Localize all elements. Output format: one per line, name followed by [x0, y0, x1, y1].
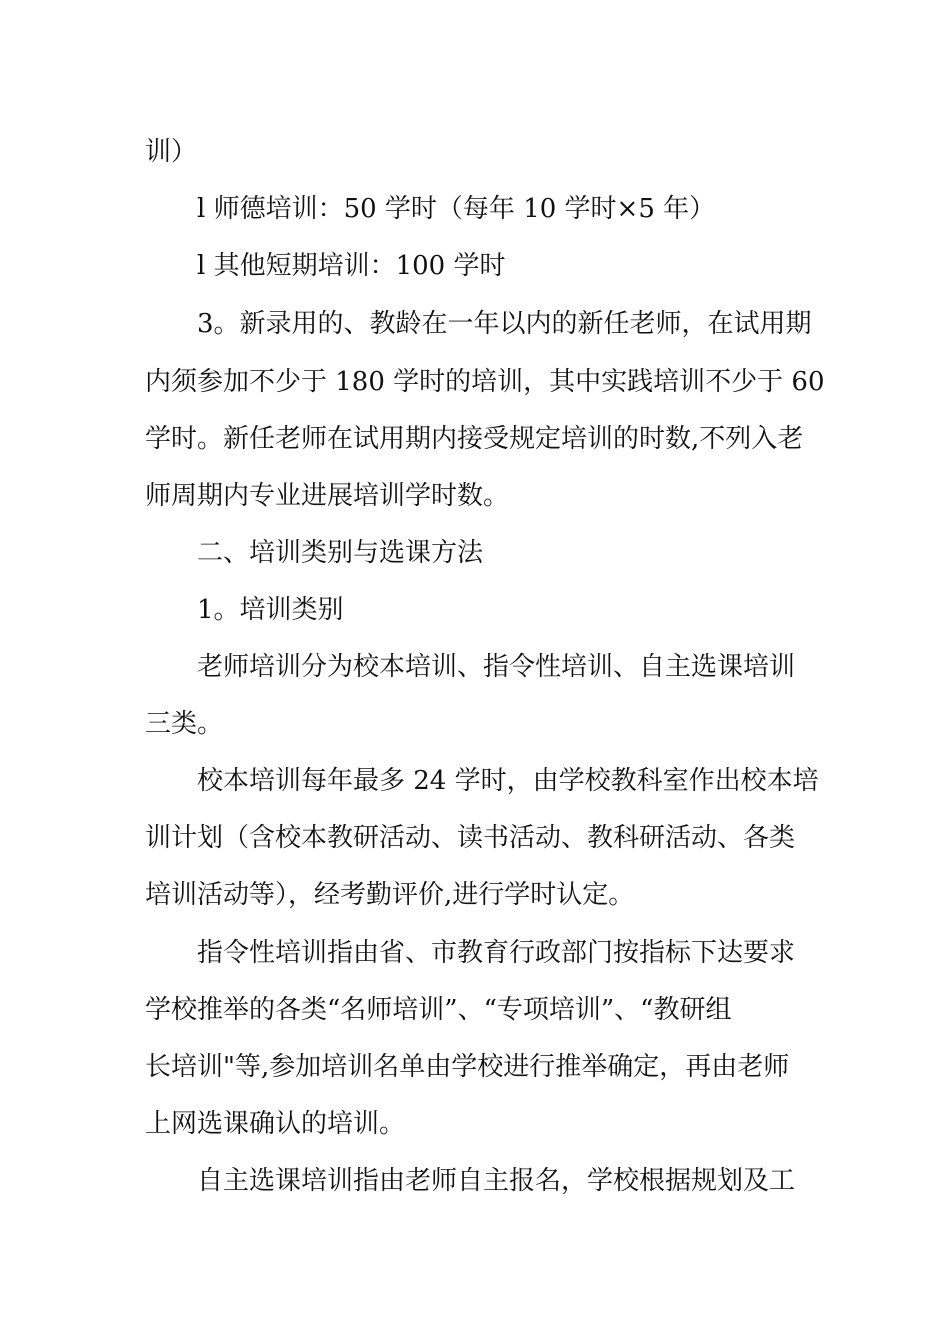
text-line: 长培训"等,参加培训名单由学校进行推举确定，再由老师: [145, 1052, 790, 1082]
text-line: 学校推举的各类“名师培训”、“专项培训”、“教研组: [145, 995, 732, 1025]
text-line: 学时。新任老师在试用期内接受规定培训的时数,不列入老: [145, 424, 804, 454]
text-line: 培训活动等），经考勤评价,进行学时认定。: [145, 880, 635, 910]
text-line: 训）: [145, 137, 198, 167]
text-line: 3。新录用的、教龄在一年以内的新任老师，在试用期: [197, 309, 812, 339]
text-line: 师周期内专业进展培训学时数。: [145, 481, 510, 511]
text-line: 内须参加不少于 180 学时的培训，其中实践培训不少于 60: [145, 367, 825, 397]
text-line: l 其他短期培训：100 学时: [197, 251, 506, 281]
section-heading: 二、培训类别与选课方法: [197, 538, 484, 568]
text-line: 老师培训分为校本培训、指令性培训、自主选课培训: [197, 652, 796, 682]
text-line: 指令性培训指由省、市教育行政部门按指标下达要求: [197, 938, 796, 968]
text-line: l 师德培训：50 学时（每年 10 学时×5 年）: [197, 194, 716, 224]
text-line: 训计划（含校本教研活动、读书活动、教科研活动、各类: [145, 823, 796, 853]
text-line: 三类。: [145, 709, 224, 739]
text-line: 自主选课培训指由老师自主报名，学校根据规划及工: [197, 1166, 796, 1196]
text-line: 上网选课确认的培训。: [145, 1109, 406, 1139]
text-line: 校本培训每年最多 24 学时，由学校教科室作出校本培: [197, 766, 819, 796]
subsection-heading: 1。培训类别: [197, 595, 344, 625]
